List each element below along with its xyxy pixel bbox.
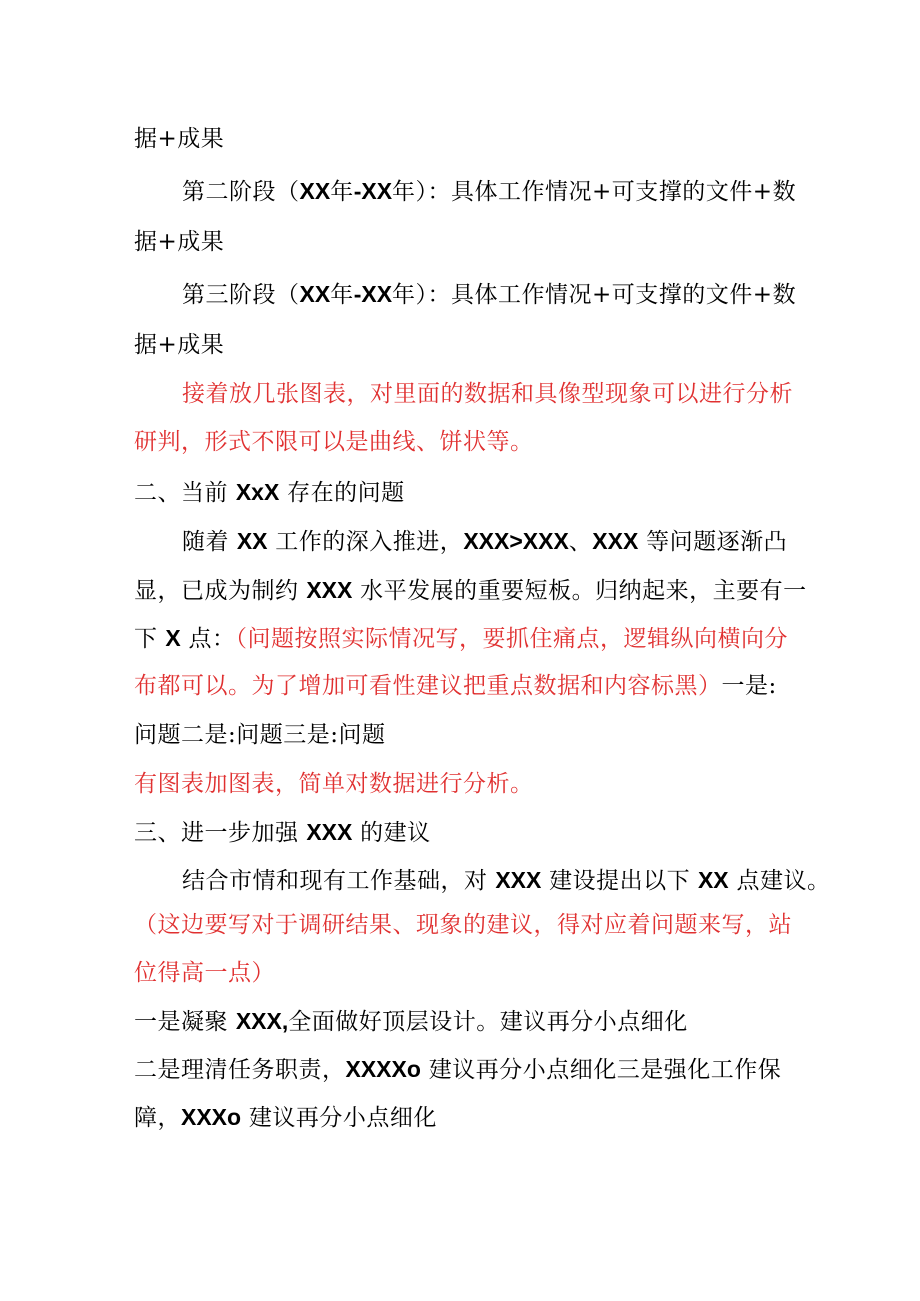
text: 显，已成为制约 — [134, 578, 307, 604]
heading-text: 二、当前 — [134, 480, 236, 506]
text: 建议再分小点细化三是强化工作保 — [420, 1057, 782, 1083]
text: 等问题逐渐凸 — [638, 529, 788, 555]
red-note-1-line-1 — [182, 374, 862, 414]
bold-placeholder: XX — [299, 178, 331, 204]
text: 年）：具体工作情况+可支撑的文件+数 — [392, 179, 797, 205]
text: 点： — [180, 626, 236, 652]
stage-three-line — [182, 274, 862, 314]
bold-placeholder: -XX — [353, 281, 393, 307]
text: 水平发展的重要短板。归纳起来，主要有一 — [352, 578, 807, 604]
note-text: 研判，形式不限可以是曲线、饼状等。 — [134, 429, 534, 455]
bold-placeholder: XX — [236, 528, 268, 554]
text: 据+成果 — [134, 229, 225, 255]
bold-placeholder: XXX — [306, 819, 353, 845]
suggestion-intro-line — [182, 860, 862, 900]
note-text: （问题按照实际情况写，要抓住痛点，逻辑纵向横向分 — [235, 626, 788, 652]
text-line-1 — [134, 119, 814, 159]
red-note-3-line-2 — [134, 953, 814, 993]
text: 问题二是:问题三是:问题 — [134, 722, 386, 748]
red-note-2 — [134, 764, 814, 804]
note-text: 布都可以。为了增加可看性建议把重点数据和内容标黑） — [134, 673, 722, 699]
red-note-3-line-1 — [134, 905, 814, 945]
text: 点建议。 — [728, 868, 831, 894]
problem-paragraph-line-2 — [134, 570, 814, 610]
text: 一是凝聚 — [134, 1009, 236, 1035]
bold-placeholder: XxX — [235, 479, 280, 505]
text: 障， — [134, 1105, 181, 1131]
text: 结合市情和现有工作基础，对 — [182, 868, 496, 894]
section-heading-3 — [134, 812, 814, 852]
text: 年）：具体工作情况+可支撑的文件+数 — [392, 282, 797, 308]
bold-placeholder: XXXo — [181, 1104, 242, 1130]
text: 下 — [134, 626, 166, 652]
stage-two-line — [182, 171, 862, 211]
text: 二是理清任务职责， — [134, 1057, 346, 1083]
text: 年 — [330, 282, 354, 308]
bold-placeholder: XX — [299, 281, 331, 307]
bold-placeholder: XXX>XXX — [463, 528, 569, 554]
text: 全面做好顶层设计。建议再分小点细化 — [288, 1009, 688, 1035]
problem-paragraph-line-3 — [134, 618, 814, 658]
problem-paragraph-line-1 — [182, 521, 862, 561]
red-note-1-line-2 — [134, 422, 814, 462]
bold-placeholder: X — [165, 625, 181, 651]
heading-text: 存在的问题 — [279, 480, 405, 506]
text: 第二阶段（ — [182, 179, 300, 205]
note-text: 接着放几张图表，对里面的数据和具像型现象可以进行分析 — [182, 381, 793, 407]
text: 第三阶段（ — [182, 282, 300, 308]
text-line-3 — [134, 222, 814, 262]
text: 建设提出以下 — [541, 868, 698, 894]
heading-text: 三、进一步加强 — [134, 820, 307, 846]
text: 据+成果 — [134, 332, 225, 358]
note-text: 位得高一点） — [134, 960, 275, 986]
text: 随着 — [182, 529, 237, 555]
problem-paragraph-line-4 — [134, 666, 814, 706]
bold-placeholder: XXX, — [235, 1008, 289, 1034]
problem-paragraph-line-5 — [134, 715, 814, 755]
text: 据+成果 — [134, 126, 225, 152]
bold-placeholder: XXXXo — [345, 1056, 421, 1082]
suggestion-item-2 — [134, 1049, 814, 1089]
bold-placeholder: XXX — [495, 867, 542, 893]
note-text: 有图表加图表，简单对数据进行分析。 — [134, 771, 534, 797]
bold-placeholder: XXX — [306, 577, 353, 603]
suggestion-item-3 — [134, 1097, 814, 1137]
text: 建议再分小点细化 — [241, 1105, 437, 1131]
heading-text: 的建议 — [352, 820, 431, 846]
text: 年 — [330, 179, 354, 205]
bold-placeholder: -XX — [353, 178, 393, 204]
section-heading-2 — [134, 472, 814, 512]
text: 一是: — [721, 673, 777, 699]
text: 工作的深入推进， — [267, 529, 464, 555]
note-text: （这边要写对于调研结果、现象的建议，得对应着问题来写，站 — [134, 912, 792, 938]
suggestion-item-1 — [134, 1001, 814, 1041]
bold-placeholder: XX — [697, 867, 729, 893]
text: 、 — [568, 529, 593, 555]
bold-placeholder: XXX — [592, 528, 639, 554]
text-line-5 — [134, 325, 814, 365]
